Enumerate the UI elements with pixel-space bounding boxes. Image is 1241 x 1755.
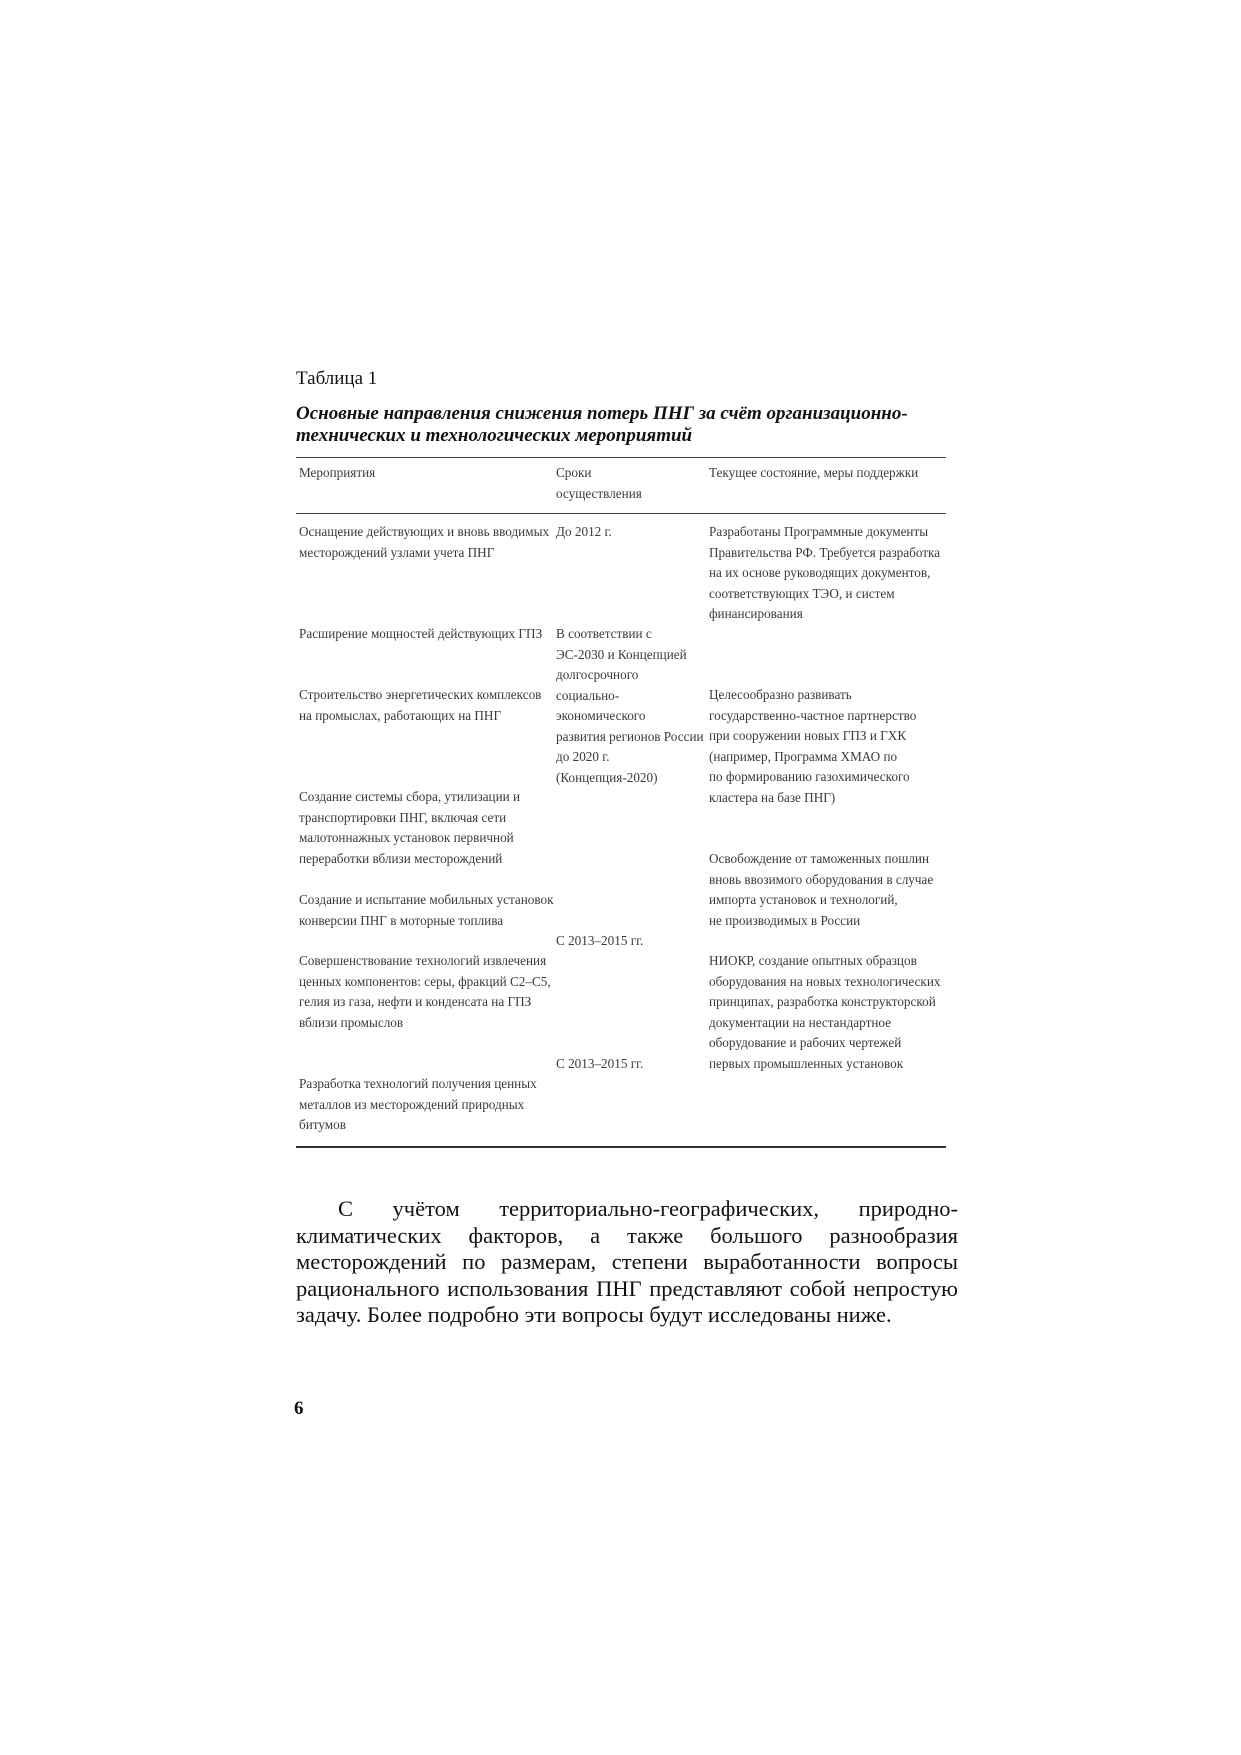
status-cell: Целесообразно развивать государственно-частное партнерство при сооружении новых ГПЗ и ГХК (например, Программа ХМАО по по формированию газохимического кластера на базе ПНГ) (709, 687, 917, 805)
page-number: 6 (294, 1398, 304, 1419)
terms-cell: До 2012 г. (556, 524, 612, 539)
measure-cell: Создание системы сбора, утилизации и транспортировки ПНГ, включая сети малотоннажных установок первичной переработки вблизи месторождений (299, 789, 521, 866)
table-bottom-rule (296, 1146, 946, 1148)
measure-cell: Разработка технологий получения ценных металлов из месторождений природных битумов (299, 1076, 537, 1132)
status-cell: НИОКР, создание опытных образцов оборудования на новых технологических принципах, разработка конструкторской документации на нестандартное оборудование и рабочих чертежей первых промышленных установок (709, 953, 941, 1071)
table-header-rule (296, 513, 946, 514)
table-caption: Основные направления снижения потерь ПНГ за счёт организационно-технических и технологических мероприятий (296, 403, 908, 446)
body-paragraph: С учётом территориально-географических, природно-климатических факторов, а также большого разнообразия месторождений по размерам, степени выработанности вопросы рационального использования ПНГ представляют собой непростую задачу. Более подробно эти вопросы будут исследованы ниже. (296, 1196, 958, 1327)
terms-cell: С 2013–2015 гг. (556, 933, 644, 948)
measure-cell: Строительство энергетических комплексов на промыслах, работающих на ПНГ (299, 687, 542, 723)
terms-cell: В соответствии с ЭС-2030 и Концепцией долгосрочного социально-экономического развития регионов России до 2020 г. (Концепция-2020) (556, 626, 704, 785)
table-label: Таблица 1 (296, 368, 378, 389)
header-measures: Мероприятия (299, 465, 376, 480)
header-terms: Сроки осуществления (556, 465, 642, 501)
header-status: Текущее состояние, меры поддержки (709, 465, 919, 480)
measure-cell: Совершенствование технологий извлечения ценных компонентов: серы, фракций С2–С5, гелия из газа, нефти и конденсата на ГПЗ вблизи промыслов (299, 953, 551, 1030)
measure-cell: Создание и испытание мобильных установок конверсии ПНГ в моторные топлива (299, 892, 554, 928)
measure-cell: Расширение мощностей действующих ГПЗ (299, 626, 543, 641)
table-top-rule (296, 457, 946, 458)
terms-cell: С 2013–2015 гг. (556, 1056, 644, 1071)
measure-cell: Оснащение действующих и вновь вводимых месторождений узлами учета ПНГ (299, 524, 550, 560)
status-cell: Разработаны Программные документы Правительства РФ. Требуется разработка на их основе руководящих документов, соответствующих ТЭО, и систем финансирования (709, 524, 941, 621)
status-cell: Освобождение от таможенных пошлин вновь ввозимого оборудования в случае импорта установок и технологий, не производимых в России (709, 851, 934, 928)
